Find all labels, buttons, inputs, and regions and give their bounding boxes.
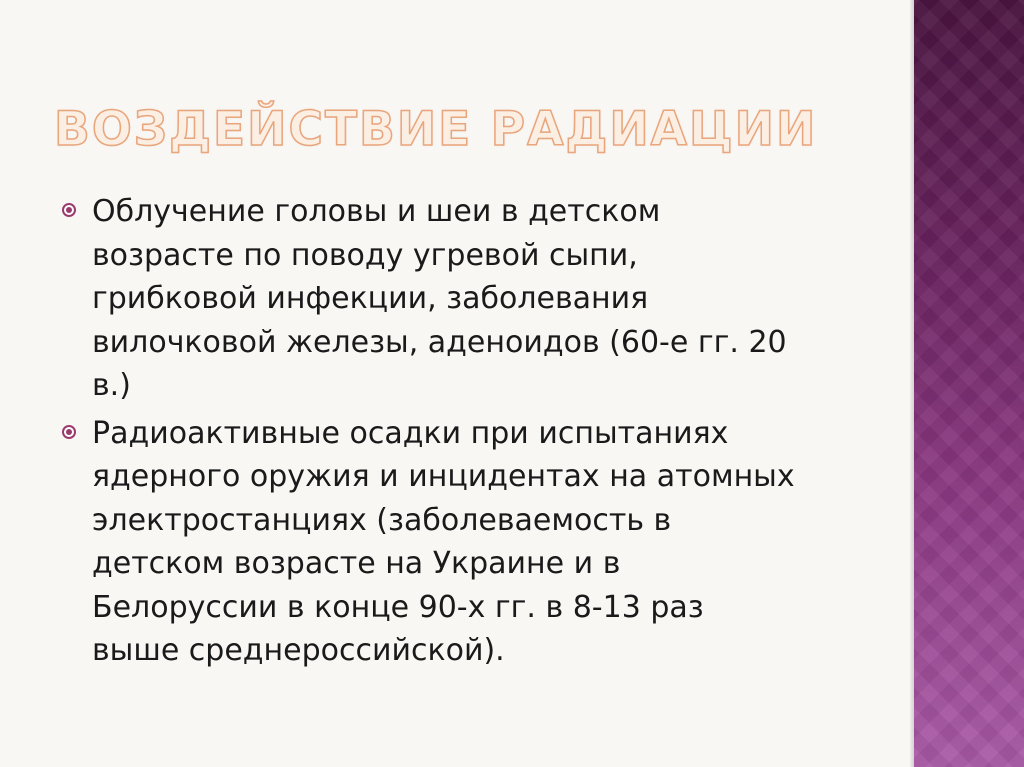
radio-bullet-icon (62, 425, 76, 439)
bullet-text: Облучение головы и шеи в детском возрасте по поводу угревой сыпи, грибковой инфекции, заболевания вилочковой железы, аденоидов (60-е гг. 20 в.) (92, 194, 787, 403)
bullet-text: Радиоактивные осадки при испытаниях ядерного оружия и инцидентах на атомных электростанциях (заболеваемость в детском возрасте на Украине и в Белоруссии в конце 90-х гг. в 8-13 раз выше среднероссийской). (92, 415, 795, 668)
bullet-item (60, 190, 860, 408)
slide-title: ВОЗДЕЙСТВИЕ РАДИАЦИИ (54, 102, 818, 157)
radio-bullet-icon (62, 203, 76, 217)
bullet-list (60, 190, 860, 677)
bullet-item (60, 412, 860, 673)
decorative-side-panel (914, 0, 1024, 767)
